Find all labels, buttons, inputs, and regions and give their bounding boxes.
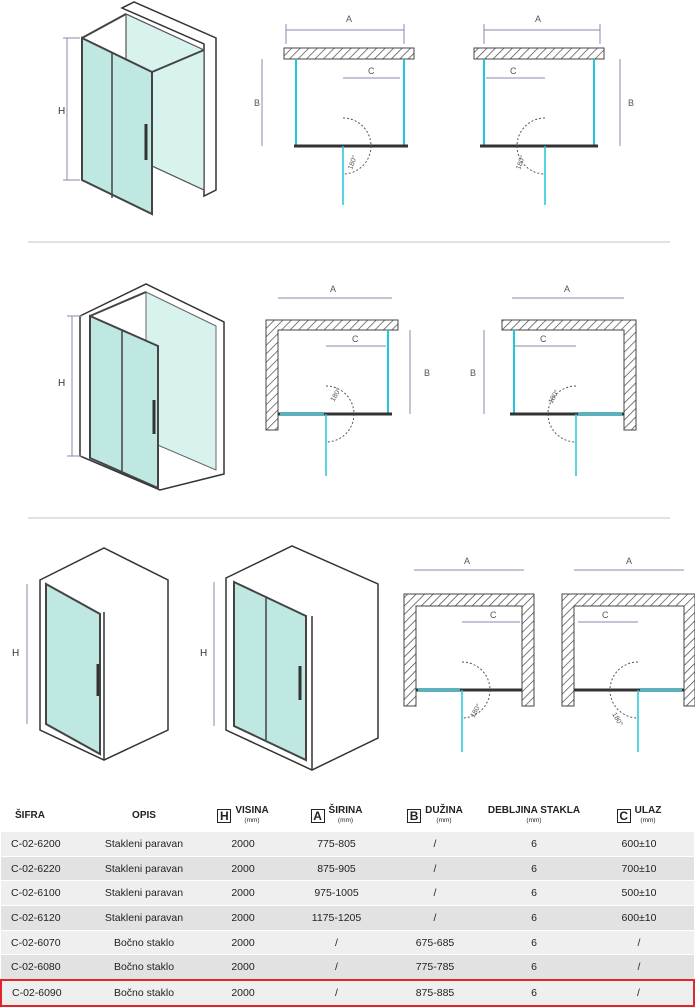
table-row: C-02-6120 Stakleni paravan 2000 1175-1205 / 6 600±10	[1, 906, 694, 931]
svg-text:C: C	[490, 610, 497, 620]
spec-table-container	[0, 800, 695, 999]
svg-text:A: A	[346, 14, 353, 24]
table-header-row	[1, 800, 694, 832]
table-row: C-02-6080 Bočno staklo 2000 / 775-785 6 /	[1, 955, 694, 980]
svg-text:C: C	[352, 334, 359, 344]
svg-text:C: C	[510, 66, 517, 76]
row2-perspective	[58, 284, 224, 490]
table-row: C-02-6100 Stakleni paravan 2000 975-1005 / 6 500±10	[1, 881, 694, 906]
svg-text:A: A	[464, 556, 471, 566]
svg-text:180°: 180°	[547, 388, 561, 405]
h-label: H	[58, 106, 66, 117]
header-glass: DEBLJINA STAKLA (mm)	[484, 800, 584, 832]
svg-text:A: A	[330, 284, 337, 294]
length-icon: B	[407, 809, 421, 823]
svg-text:H: H	[12, 648, 20, 659]
header-length: B DUŽINA (mm)	[386, 800, 484, 832]
svg-text:180°: 180°	[329, 386, 343, 403]
row3-plan-right	[562, 556, 695, 752]
width-icon: A	[311, 809, 325, 823]
row2-plan-right	[470, 284, 636, 476]
row3-plan-left	[404, 556, 534, 752]
row3-perspective-left	[12, 548, 168, 760]
row2-plan-left	[266, 284, 430, 476]
table-row-highlighted: C-02-6090 Bočno staklo 2000 / 875-885 6 /	[1, 980, 694, 1006]
svg-text:C: C	[602, 610, 609, 620]
table-row: C-02-6220 Stakleni paravan 2000 875-905 / 6 700±10	[1, 856, 694, 881]
header-width: A ŠIRINA (mm)	[287, 800, 386, 832]
header-code: ŠIFRA	[1, 800, 89, 832]
svg-text:180°: 180°	[610, 711, 624, 728]
header-height: H VISINA (mm)	[199, 800, 287, 832]
svg-text:H: H	[58, 378, 66, 389]
svg-text:B: B	[424, 368, 431, 378]
svg-text:B: B	[254, 98, 261, 108]
entry-icon: C	[617, 809, 631, 823]
svg-text:180°: 180°	[469, 702, 483, 719]
svg-text:H: H	[200, 648, 208, 659]
svg-text:C: C	[540, 334, 547, 344]
svg-text:A: A	[564, 284, 571, 294]
table-row: C-02-6070 Bočno staklo 2000 / 675-685 6 /	[1, 930, 694, 955]
header-desc: OPIS	[89, 800, 199, 832]
table-row: C-02-6200 Stakleni paravan 2000 775-805 / 6 600±10	[1, 832, 694, 857]
height-icon: H	[217, 809, 231, 823]
row1-perspective	[58, 2, 216, 214]
svg-text:B: B	[470, 368, 477, 378]
svg-text:C: C	[368, 66, 375, 76]
svg-text:180°: 180°	[515, 154, 527, 171]
svg-text:A: A	[535, 14, 542, 24]
svg-text:A: A	[626, 556, 633, 566]
row1-plan-left	[254, 14, 414, 205]
svg-text:B: B	[628, 98, 635, 108]
header-entry: C ULAZ (mm)	[584, 800, 694, 832]
svg-text:180°: 180°	[347, 154, 359, 171]
row1-plan-right	[474, 14, 634, 205]
spec-table	[0, 800, 695, 1007]
row3-perspective-right	[200, 546, 378, 770]
